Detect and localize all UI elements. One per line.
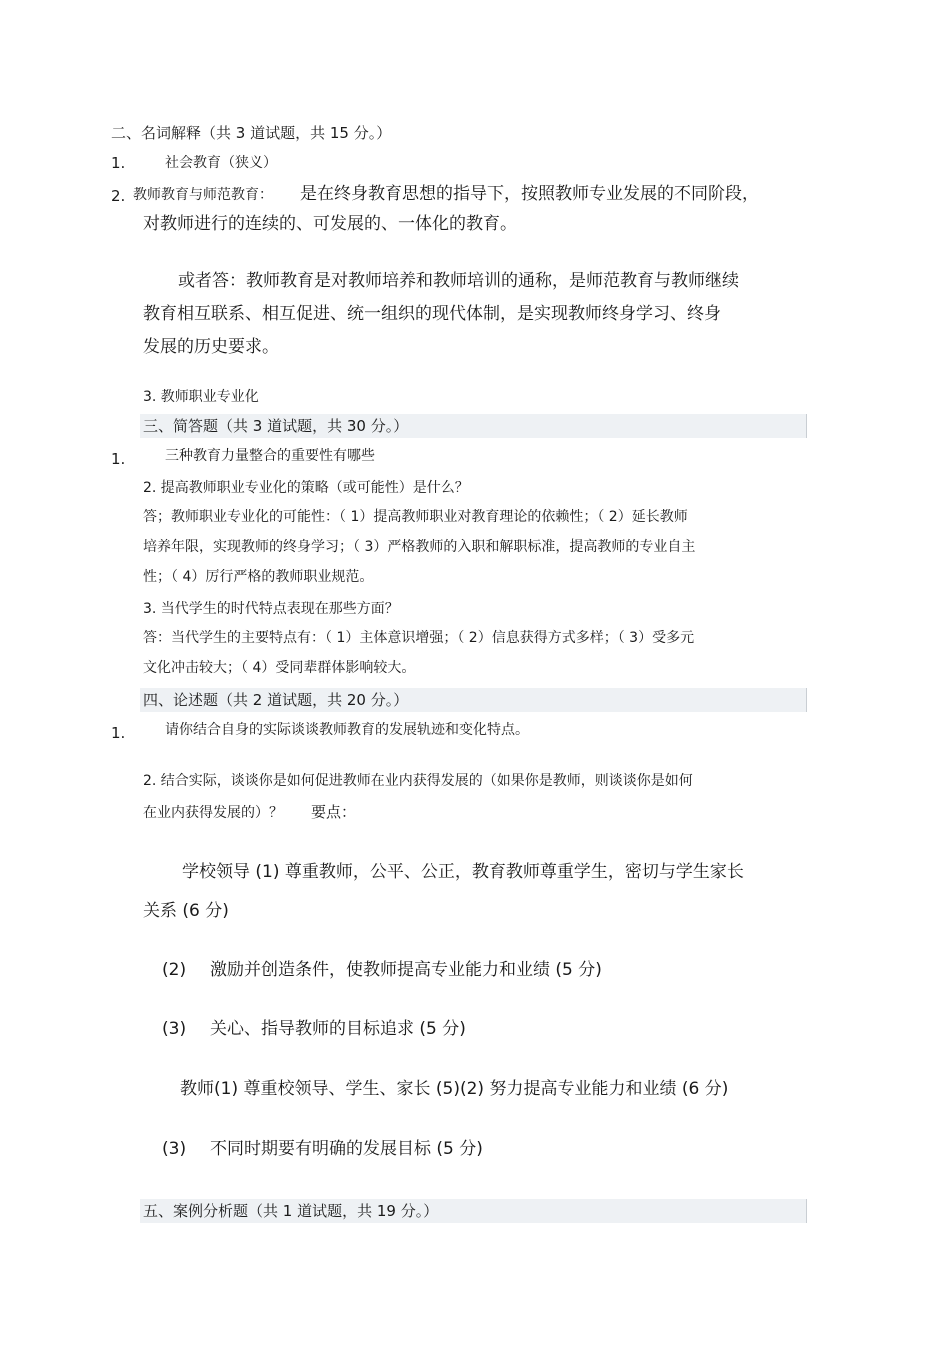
question-text: 2. 提高教师职业专业化的策略（或可能性）是什么？ <box>143 480 469 496</box>
answer-line: 是在终身教育思想的指导下，按照教师专业发展的不同阶段， <box>300 184 759 204</box>
answer-line: 关心、指导教师的目标追求 (5 分) <box>210 1019 466 1039</box>
answer-line: 不同时期要有明确的发展目标 (5 分) <box>210 1139 483 1159</box>
section-4-header: 四、论述题（共 2 道试题，共 20 分。） <box>143 691 409 709</box>
answer-line: 或者答：教师教育是对教师培养和教师培训的通称，是师范教育与教师继续 <box>178 271 739 291</box>
answer-line: 激励并创造条件，使教师提高专业能力和业绩 (5 分) <box>210 960 602 980</box>
question-number: 1. <box>111 154 126 172</box>
section-2-header: 二、名词解释（共 3 道试题，共 15 分。） <box>111 124 392 142</box>
answer-line: 培养年限，实现教师的终身学习；（ 3）严格教师的入职和解职标准，提高教师的专业自主 <box>143 539 696 555</box>
question-number: 1. <box>111 450 126 468</box>
answer-line: 教育相互联系、相互促进、统一组织的现代体制，是实现教师终身学习、终身 <box>143 304 721 324</box>
answer-line: 性；（ 4）厉行严格的教师职业规范。 <box>143 569 374 585</box>
question-text: 3. 当代学生的时代特点表现在那些方面？ <box>143 601 399 617</box>
point-number: (3) <box>162 1019 187 1039</box>
question-text: 请你结合自身的实际谈谈教师教育的发展轨迹和变化特点。 <box>165 722 529 738</box>
key-points-label: 要点： <box>311 803 357 821</box>
answer-line: 答；教师职业专业化的可能性：（ 1）提高教师职业对教育理论的依赖性；（ 2）延长教师 <box>143 509 688 525</box>
section-5-header: 五、案例分析题（共 1 道试题，共 19 分。） <box>143 1202 439 1220</box>
section-3-header: 三、简答题（共 3 道试题，共 30 分。） <box>143 417 409 435</box>
point-number: (2) <box>162 960 187 980</box>
point-number: (3) <box>162 1139 187 1159</box>
question-number: 1. <box>111 724 126 742</box>
answer-line: 学校领导 (1) 尊重教师，公平、公正，教育教师尊重学生，密切与学生家长 <box>182 862 744 882</box>
answer-line: 文化冲击较大；（ 4）受同辈群体影响较大。 <box>143 660 416 676</box>
answer-line: 发展的历史要求。 <box>143 337 279 357</box>
answer-line: 对教师进行的连续的、可发展的、一体化的教育。 <box>143 214 517 234</box>
question-text: 3. 教师职业专业化 <box>143 389 259 405</box>
question-number: 2. <box>111 187 126 205</box>
answer-line: 答：当代学生的主要特点有：（ 1）主体意识增强；（ 2）信息获得方式多样；（ 3）受多元 <box>143 630 695 646</box>
answer-line: 教师(1) 尊重校领导、学生、家长 (5)(2) 努力提高专业能力和业绩 (6 分) <box>180 1079 729 1099</box>
question-text: 社会教育（狭义） <box>165 155 277 171</box>
question-text: 2. 结合实际，谈谈你是如何促进教师在业内获得发展的（如果你是教师，则谈谈你是如何 <box>143 773 693 789</box>
question-text: 在业内获得发展的）？ <box>143 805 283 821</box>
question-text: 三种教育力量整合的重要性有哪些 <box>165 448 375 464</box>
answer-line: 关系 (6 分) <box>143 901 229 921</box>
question-title: 教师教育与师范教育： <box>133 187 273 203</box>
